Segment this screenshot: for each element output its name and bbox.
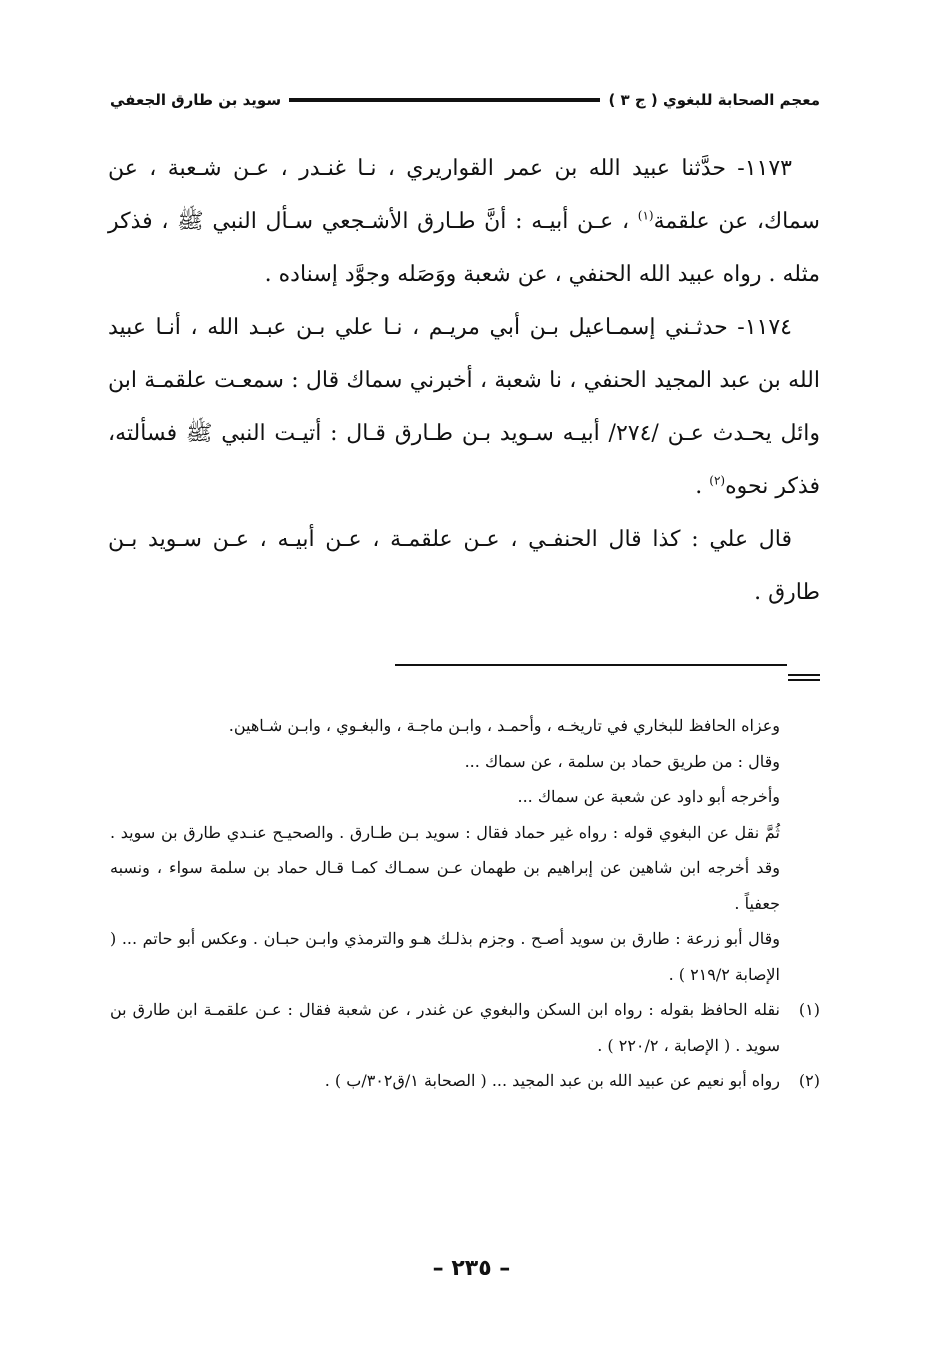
hadith-1173-text-a: ١١٧٣- حدَّثنا عبيد الله بن عمر القواريري ، نـا غنـدر ، عـن شـعبة ، عن سماك، عن علقمة — [108, 156, 820, 234]
ali-comment: قال علي : كذا قال الحنفـي ، عـن علقمـة ، عـن أبيـه ، عـن سـويد بـن طارق . — [108, 527, 820, 605]
page-number: – ٢٣٥ – — [432, 1256, 511, 1281]
footnote-2 — [110, 1063, 820, 1099]
hadith-1173 — [108, 142, 820, 301]
footnote-ref-1: (١) — [637, 208, 654, 223]
footnote-ref-2: (٢) — [709, 473, 726, 488]
main-text — [108, 142, 820, 619]
footnote-separator — [395, 664, 787, 666]
footnote-continuation-line: وقال : من طريق حماد بن سلمة ، عن سماك ... — [464, 751, 780, 771]
hadith-1174 — [108, 301, 820, 513]
footnote-1 — [110, 992, 820, 1063]
footnote-text: رواه أبو نعيم عن عبيد الله بن عبد المجيد ... ( الصحابة ١/ق٣٠٢/ب ) . — [324, 1071, 780, 1090]
footnotes — [110, 708, 820, 1099]
footnote-continuation-line: وقال أبو زرعة : طارق بن سويد أصـح . وجزم بذلـك هـو والترمذي وابـن حبـان . وعكس أبو حاتم ... ( الإصابة ٢١٩/٢ ) . — [110, 929, 780, 984]
footnote-separator-marks — [788, 674, 820, 682]
footnote-continuation-line: وعزاه الحافظ للبخاري في تاريخـه ، وأحمـد ، وابـن ماجـة ، والبغـوي ، وابـن شـاهين. — [228, 716, 780, 735]
footnote-text: نقله الحافظ بقوله : رواه ابن السكن والبغوي عن غندر ، عن شعبة فقال : عـن علقمـة ابن طارق بن سويد . ( الإصابة ، ٢٢٠/٢ ) . — [110, 1000, 780, 1055]
book-title: معجم الصحابة للبغوي ( ج ٣ ) — [608, 91, 820, 109]
footnote-number: (٢) — [798, 1071, 820, 1090]
header-rule — [289, 98, 600, 102]
footnote-number: (١) — [798, 1000, 820, 1019]
chapter-title: سويد بن طارق الجعفي — [110, 91, 282, 109]
hadith-1174-text-a: ١١٧٤- حدثـني إسمـاعيل بـن أبي مريـم ، نـا علي بـن عبـد الله ، أنـا عبيد الله بن عبد المجيد الحنفي ، نا شعبة ، أخبرني سماك قال : سمعـت علقمـة ابن وائل يحـدث عـن /٢٧٤/ أبيـه سـويد بـن طـارق قـال : أتيـت النبي ﷺ فسألته، فذكر نحوه — [108, 315, 820, 499]
footnote-continuation-line: ثُمَّ نقل عن البغوي قوله : رواه غير حماد فقال : سويد بـن طـارق . والصحيـح عنـدي طارق بن سويد . وقد أخرجه ابن شاهين عن إبراهيم بن طهمان عـن سمـاك كمـا قـال حماد بن سلمة سواء ، ونسبه جعفياً . — [110, 822, 780, 913]
footnote-continuation-line: وأخرجه أبو داود عن شعبة عن سماك ... — [517, 787, 780, 806]
running-header — [110, 86, 820, 114]
hadith-1174-text-b: . — [695, 474, 703, 499]
hadith-1173-text-b: ، عـن أبيـه : أنَّ طـارق الأشـجعي سـأل النبي ﷺ ، فذكر مثله . رواه عبيد الله الحنفي ، عن شعبة ووَصَله وجوَّد إسناده . — [108, 209, 820, 287]
